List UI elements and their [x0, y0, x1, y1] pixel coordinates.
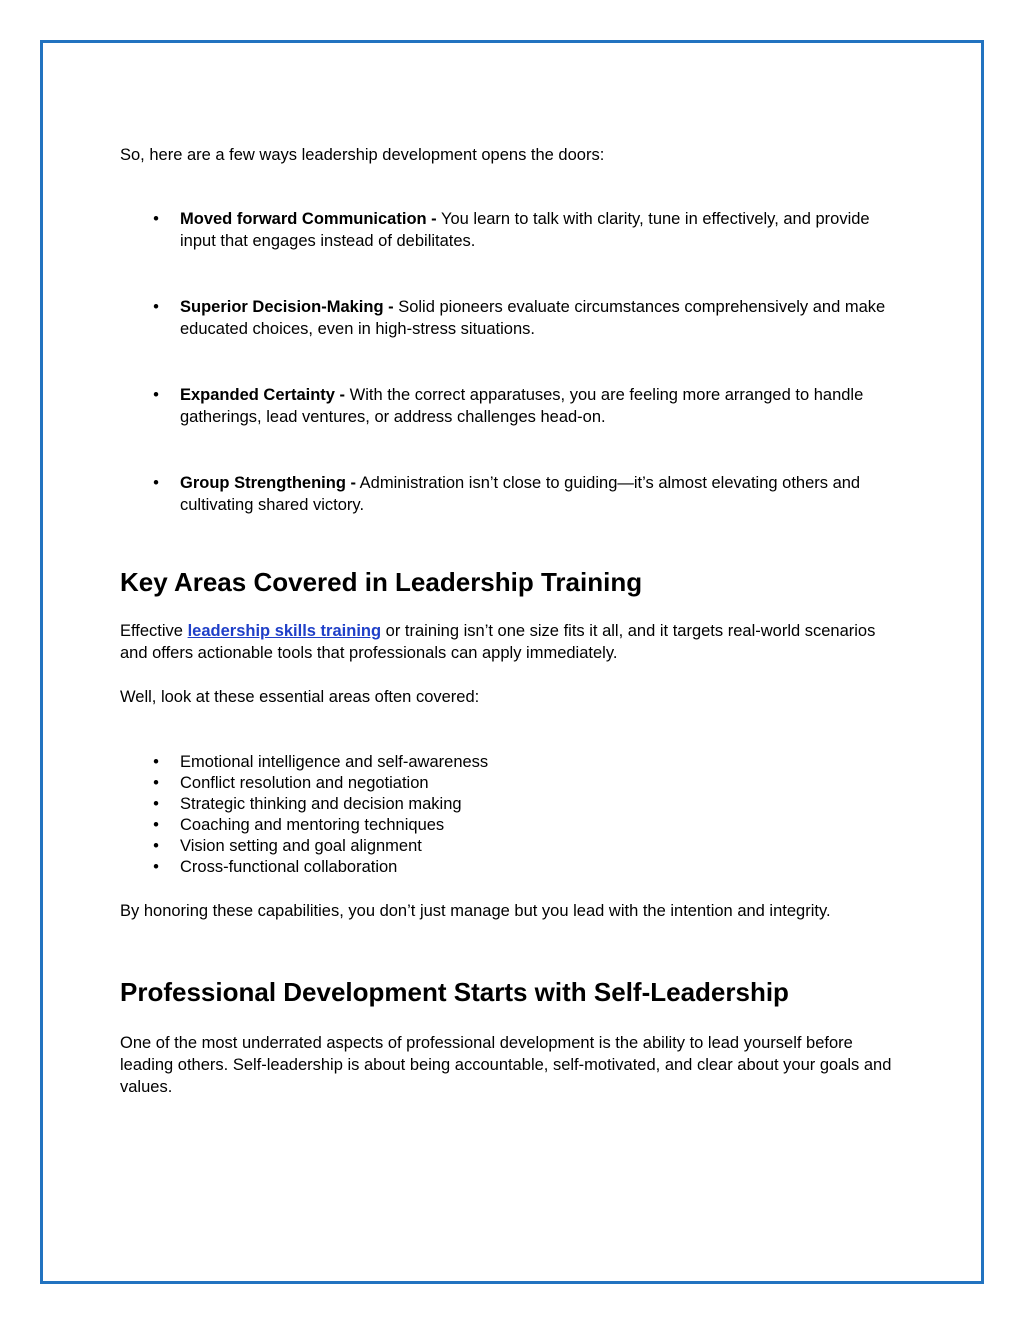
list-item	[120, 208, 895, 252]
leadership-training-link[interactable]: leadership skills training	[187, 622, 382, 640]
benefit-text: Solid pioneers evaluate circumstances comprehensively and make educated choices, even in high-stress situations.	[180, 298, 886, 338]
list-item	[120, 794, 895, 815]
bullet-icon: •	[153, 816, 159, 834]
document-body	[120, 144, 895, 1098]
benefits-list	[120, 208, 895, 516]
bullet-icon: •	[153, 837, 159, 855]
self-leadership-paragraph: One of the most underrated aspects of professional development is the ability to lead yourself before leading others. Self-leadership is about being accountable, self-motivated, and clear about your goals and values.	[120, 1034, 892, 1096]
list-item	[120, 472, 895, 516]
area-text: Strategic thinking and decision making	[180, 795, 462, 813]
benefit-title: Group Strengthening -	[180, 474, 356, 492]
bullet-icon: •	[153, 774, 159, 792]
list-item	[120, 857, 895, 878]
bullet-icon: •	[153, 210, 159, 228]
area-text: Emotional intelligence and self-awareness	[180, 753, 489, 771]
bullet-icon: •	[153, 298, 159, 316]
intro-paragraph: So, here are a few ways leadership development opens the doors:	[120, 146, 605, 164]
area-text: Conflict resolution and negotiation	[180, 774, 429, 792]
bullet-icon: •	[153, 858, 159, 876]
areas-intro-paragraph: Well, look at these essential areas often covered:	[120, 688, 480, 706]
benefit-text: Administration isn’t close to guiding—it’s almost elevating others and cultivating shared victory.	[180, 474, 861, 514]
para-text: or training isn’t one size fits it all, and it targets real-world scenarios and offers actionable tools that professionals can apply immediately.	[120, 622, 876, 662]
benefit-title: Superior Decision-Making -	[180, 298, 394, 316]
list-item	[120, 296, 895, 340]
para-text: Effective	[120, 622, 188, 640]
section-heading-key-areas: Key Areas Covered in Leadership Training	[120, 567, 643, 597]
benefit-title: Expanded Certainty -	[180, 386, 346, 404]
bullet-icon: •	[153, 753, 159, 771]
benefit-text: You learn to talk with clarity, tune in effectively, and provide input that engages instead of debilitates.	[180, 210, 870, 250]
area-text: Vision setting and goal alignment	[180, 837, 422, 855]
area-text: Coaching and mentoring techniques	[180, 816, 445, 834]
benefit-title: Moved forward Communication -	[180, 210, 437, 228]
key-areas-paragraph	[120, 620, 895, 664]
list-item	[120, 836, 895, 857]
closing-paragraph: By honoring these capabilities, you don’t just manage but you lead with the intention and integrity.	[120, 902, 831, 920]
list-item	[120, 773, 895, 794]
list-item	[120, 815, 895, 836]
bullet-icon: •	[153, 474, 159, 492]
benefit-text: With the correct apparatuses, you are feeling more arranged to handle gatherings, lead ventures, or address challenges head-on.	[180, 386, 864, 426]
section-heading-professional-development: Professional Development Starts with Self-Leadership	[120, 977, 789, 1007]
areas-list	[120, 752, 895, 878]
list-item	[120, 752, 895, 773]
bullet-icon: •	[153, 795, 159, 813]
bullet-icon: •	[153, 386, 159, 404]
list-item	[120, 384, 895, 428]
area-text: Cross-functional collaboration	[180, 858, 398, 876]
